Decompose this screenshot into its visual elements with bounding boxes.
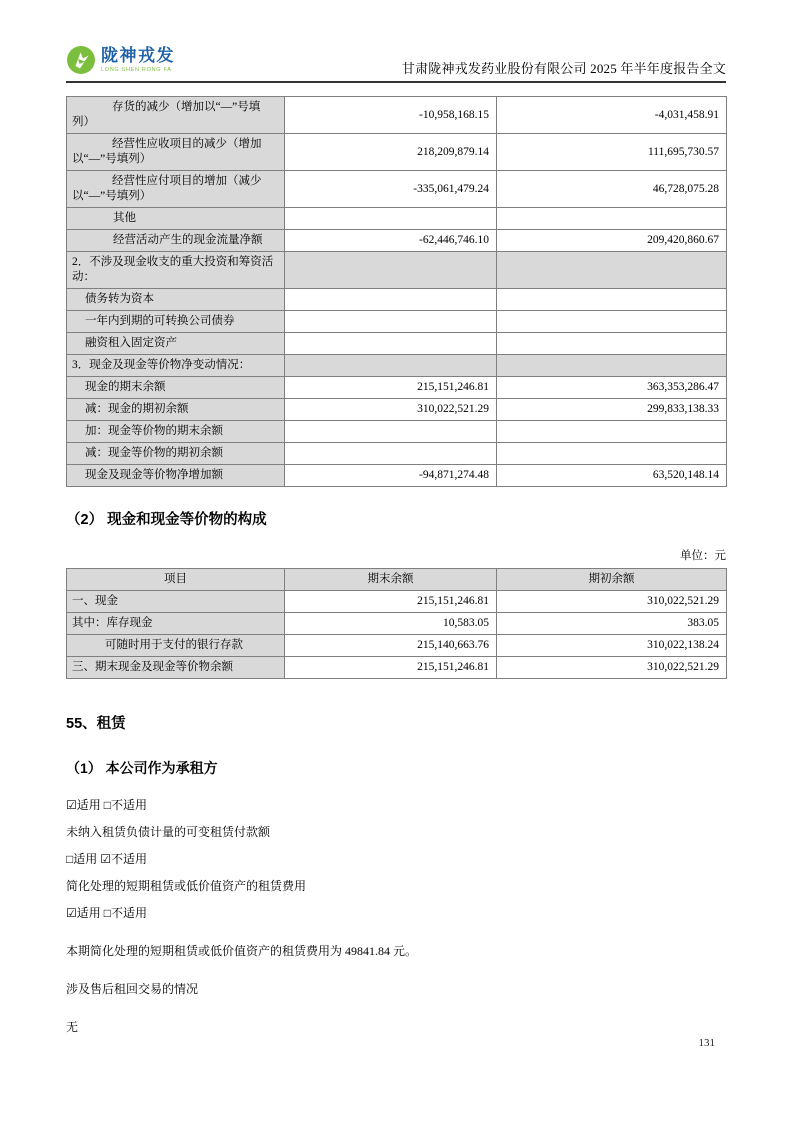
- row-label-cell: 存货的减少（增加以“—”号填列）: [67, 97, 285, 134]
- row-label-cell: 融资租入固定资产: [67, 333, 285, 355]
- prior-period-value-cell: 111,695,730.57: [497, 134, 727, 171]
- row-label-cell: 减：现金等价物的期初余额: [67, 443, 285, 465]
- table-row: [67, 465, 727, 487]
- table-row: [67, 97, 727, 134]
- logo-chinese-name: 陇神戎发: [101, 46, 175, 66]
- company-logo-icon: [66, 45, 96, 75]
- current-period-value-cell: 215,151,246.81: [285, 657, 497, 679]
- prior-period-value-cell: 310,022,521.29: [497, 591, 727, 613]
- table-row: [67, 443, 727, 465]
- current-period-value-cell: -335,061,479.24: [285, 171, 497, 208]
- prior-period-value-cell: 310,022,138.24: [497, 635, 727, 657]
- column-header: 项目: [67, 569, 285, 591]
- prior-period-value-cell: 363,353,286.47: [497, 377, 727, 399]
- row-label-cell: 加：现金等价物的期末余额: [67, 421, 285, 443]
- table-row: [67, 134, 727, 171]
- row-label-cell: 其中：库存现金: [67, 613, 285, 635]
- prior-period-value-cell: 299,833,138.33: [497, 399, 727, 421]
- table-row: [67, 230, 727, 252]
- paragraph-line: 本期简化处理的短期租赁或低价值资产的租赁费用为 49841.84 元。: [66, 944, 418, 958]
- company-logotype: [101, 47, 175, 73]
- current-period-value-cell: -10,958,168.15: [285, 97, 497, 134]
- report-title: 甘肃陇神戎发药业股份有限公司 2025 年半年度报告全文: [401, 61, 726, 76]
- current-period-value-cell: 218,209,879.14: [285, 134, 497, 171]
- current-period-value-cell: -62,446,746.10: [285, 230, 497, 252]
- table-row: [67, 208, 727, 230]
- section-heading-lease: 55、租赁: [66, 716, 126, 732]
- paragraph-line: 简化处理的短期租赁或低价值资产的租赁费用: [66, 879, 307, 893]
- paragraph-line: 无: [66, 1020, 79, 1034]
- row-label-cell: 2．不涉及现金收支的重大投资和筹资活动：: [67, 252, 285, 289]
- paragraph-line: 未纳入租赁负债计量的可变租赁付款额: [66, 825, 271, 839]
- row-label-cell: 债务转为资本: [67, 289, 285, 311]
- prior-period-value-cell: [497, 311, 727, 333]
- paragraph-line: ☑适用 □不适用: [66, 906, 148, 920]
- paragraph-line: 涉及售后租回交易的情况: [66, 982, 199, 996]
- table-row: [67, 171, 727, 208]
- unit-label: 单位：元: [680, 550, 726, 562]
- table-row: [67, 355, 727, 377]
- table-row: [67, 289, 727, 311]
- current-period-value-cell: [285, 333, 497, 355]
- current-period-value-cell: [285, 421, 497, 443]
- current-period-value-cell: 215,151,246.81: [285, 591, 497, 613]
- row-label-cell: 3．现金及现金等价物净变动情况：: [67, 355, 285, 377]
- company-logo: [66, 45, 175, 75]
- column-header: 期初余额: [497, 569, 727, 591]
- prior-period-value-cell: [497, 208, 727, 230]
- prior-period-value-cell: [497, 355, 727, 377]
- table-row: [67, 377, 727, 399]
- current-period-value-cell: 215,140,663.76: [285, 635, 497, 657]
- row-label-cell: 一、现金: [67, 591, 285, 613]
- table-row: [67, 635, 727, 657]
- section-heading-cash-composition: （2） 现金和现金等价物的构成: [66, 512, 267, 528]
- current-period-value-cell: [285, 252, 497, 289]
- row-label-cell: 经营性应收项目的减少（增加以“—”号填列）: [67, 134, 285, 171]
- current-period-value-cell: [285, 355, 497, 377]
- paragraph-line: □适用 ☑不适用: [66, 852, 148, 866]
- table-row: [67, 333, 727, 355]
- prior-period-value-cell: [497, 252, 727, 289]
- prior-period-value-cell: [497, 289, 727, 311]
- prior-period-value-cell: 63,520,148.14: [497, 465, 727, 487]
- page-number: 131: [698, 1037, 715, 1049]
- table-row: [67, 252, 727, 289]
- cash-flow-supplement-table: [66, 96, 727, 487]
- current-period-value-cell: 310,022,521.29: [285, 399, 497, 421]
- column-header: 期末余额: [285, 569, 497, 591]
- row-label-cell: 三、期末现金及现金等价物余额: [67, 657, 285, 679]
- prior-period-value-cell: [497, 443, 727, 465]
- logo-english-name: LONG SHEN RONG FA: [101, 66, 172, 73]
- prior-period-value-cell: 46,728,075.28: [497, 171, 727, 208]
- table-row: [67, 421, 727, 443]
- lease-paragraphs: [66, 798, 726, 1034]
- current-period-value-cell: [285, 289, 497, 311]
- row-label-cell: 经营性应付项目的增加（减少以“—”号填列）: [67, 171, 285, 208]
- cash-composition-table: [66, 568, 727, 679]
- table-row: [67, 613, 727, 635]
- row-label-cell: 可随时用于支付的银行存款: [67, 635, 285, 657]
- table-row: [67, 399, 727, 421]
- table-row: [67, 657, 727, 679]
- prior-period-value-cell: 310,022,521.29: [497, 657, 727, 679]
- subsection-heading-lessee: （1） 本公司作为承租方: [66, 760, 218, 776]
- table-row: [67, 311, 727, 333]
- row-label-cell: 减：现金的期初余额: [67, 399, 285, 421]
- row-label-cell: 现金及现金等价物净增加额: [67, 465, 285, 487]
- current-period-value-cell: [285, 311, 497, 333]
- table-header-row: [67, 569, 727, 591]
- current-period-value-cell: 215,151,246.81: [285, 377, 497, 399]
- prior-period-value-cell: [497, 421, 727, 443]
- current-period-value-cell: [285, 208, 497, 230]
- current-period-value-cell: -94,871,274.48: [285, 465, 497, 487]
- row-label-cell: 一年内到期的可转换公司债券: [67, 311, 285, 333]
- prior-period-value-cell: 383.05: [497, 613, 727, 635]
- prior-period-value-cell: [497, 333, 727, 355]
- row-label-cell: 现金的期末余额: [67, 377, 285, 399]
- prior-period-value-cell: 209,420,860.67: [497, 230, 727, 252]
- row-label-cell: 经营活动产生的现金流量净额: [67, 230, 285, 252]
- paragraph-line: ☑适用 □不适用: [66, 798, 148, 812]
- page-content: [66, 0, 726, 1047]
- table-row: [67, 591, 727, 613]
- row-label-cell: 其他: [67, 208, 285, 230]
- current-period-value-cell: 10,583.05: [285, 613, 497, 635]
- page-header: [66, 0, 726, 83]
- prior-period-value-cell: -4,031,458.91: [497, 97, 727, 134]
- current-period-value-cell: [285, 443, 497, 465]
